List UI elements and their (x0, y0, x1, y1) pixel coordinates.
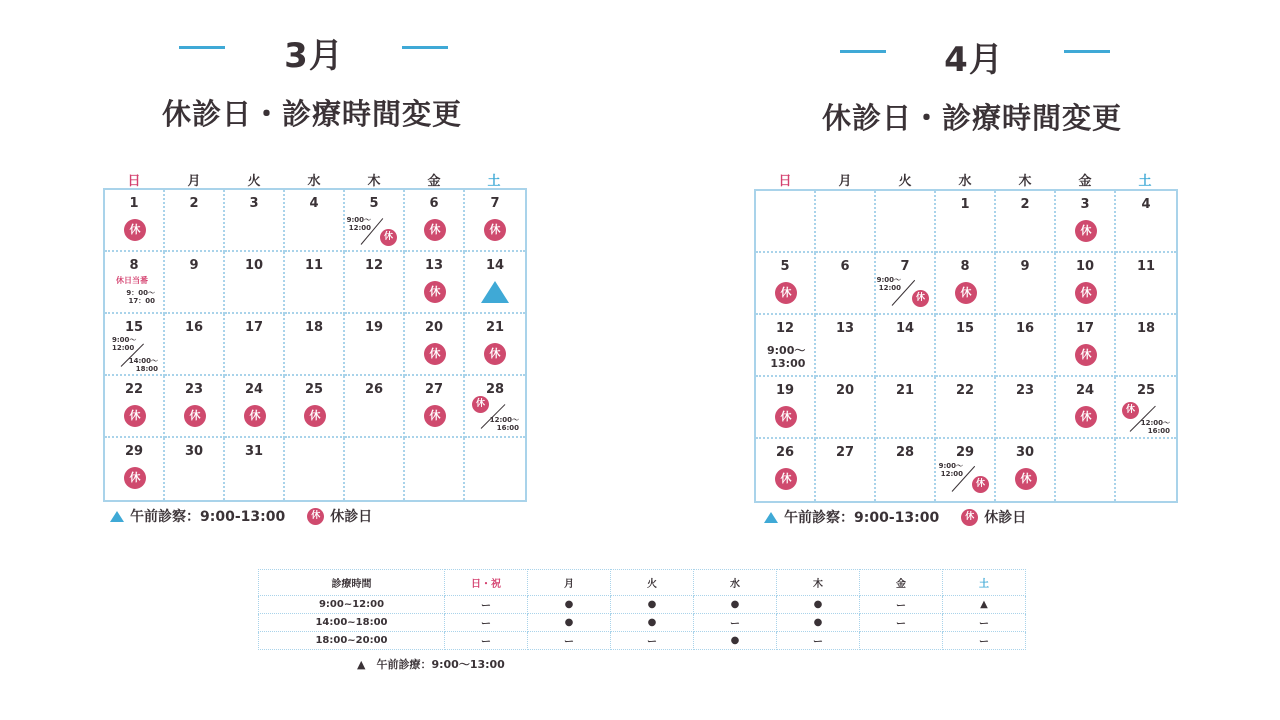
closed-day-icon: 休 (124, 219, 146, 241)
closed-day-icon: 休 (775, 468, 797, 490)
march-day-24: 24 休 (225, 376, 285, 438)
table-cell: ▲ (943, 596, 1026, 614)
time-note: 9:00〜 12:00 (346, 216, 371, 232)
march-subtitle: 休診日・診療時間変更 (161, 97, 462, 131)
closed-day-icon: 休 (972, 476, 989, 493)
header-tue: 火 (611, 570, 694, 596)
table-cell: ● (528, 614, 611, 632)
closed-day-icon: 休 (1015, 468, 1037, 490)
march-legend (110, 506, 372, 526)
march-empty-cell (405, 438, 465, 500)
time-note: 9:00〜 12:00 (876, 276, 901, 292)
april-day-24: 24 休 (1056, 377, 1116, 439)
april-day-14: 14 (876, 315, 936, 377)
table-cell (860, 632, 943, 650)
march-day-2: 2 (165, 190, 225, 252)
morning-only-triangle-icon (481, 281, 509, 303)
march-title-dash-right (402, 46, 448, 49)
weekday-fri: 金 (427, 174, 441, 189)
header-thu: 木 (777, 570, 860, 596)
march-day-13: 13 休 (405, 252, 465, 314)
april-day-23: 23 (996, 377, 1056, 439)
closed-day-icon: 休 (484, 219, 506, 241)
closed-day-icon: 休 (424, 281, 446, 303)
april-day-9: 9 (996, 253, 1056, 315)
header-fri: 金 (860, 570, 943, 596)
april-day-2: 2 (996, 191, 1056, 253)
closed-day-icon: 休 (424, 219, 446, 241)
table-header-row (259, 570, 1026, 596)
march-day-19: 19 (345, 314, 405, 376)
march-day-29: 29 休 (105, 438, 165, 500)
morning-only-triangle-icon (764, 512, 778, 523)
march-day-31: 31 (225, 438, 285, 500)
header-sun-holiday: 日・祝 (445, 570, 528, 596)
march-empty-cell (465, 438, 525, 500)
time-note: 9：00〜 17：00 (126, 289, 155, 305)
closed-day-icon: 休 (1075, 344, 1097, 366)
table-cell: ー (943, 614, 1026, 632)
closed-day-icon: 休 (484, 343, 506, 365)
march-day-18: 18 (285, 314, 345, 376)
table-cell: ー (694, 614, 777, 632)
march-day-6: 6 休 (405, 190, 465, 252)
header-wed: 水 (694, 570, 777, 596)
legend-closed-label: 休診日 (330, 509, 373, 525)
april-day-11: 11 (1116, 253, 1176, 315)
april-day-12: 12 9:00〜 13:00 (756, 315, 816, 377)
march-empty-cell (345, 438, 405, 500)
april-weekday-header (755, 170, 1175, 189)
table-cell: ー (860, 596, 943, 614)
march-title-dash-left (179, 46, 225, 49)
march-day-7: 7 休 (465, 190, 525, 252)
march-day-9: 9 (165, 252, 225, 314)
april-empty-cell (1116, 439, 1176, 501)
april-empty-cell (876, 191, 936, 253)
weekday-thu: 木 (367, 174, 381, 189)
time-note: 12:00〜 16:00 (1140, 419, 1170, 435)
april-subtitle: 休診日・診療時間変更 (821, 101, 1122, 135)
april-day-4: 4 (1116, 191, 1176, 253)
april-day-20: 20 (816, 377, 876, 439)
time-note: 9:00〜 12:00 (112, 336, 137, 352)
closed-day-icon: 休 (775, 406, 797, 428)
march-day-20: 20 休 (405, 314, 465, 376)
march-day-23: 23 休 (165, 376, 225, 438)
april-day-18: 18 (1116, 315, 1176, 377)
closed-day-icon: 休 (124, 405, 146, 427)
april-day-19: 19 休 (756, 377, 816, 439)
weekday-tue: 火 (247, 174, 261, 189)
march-day-30: 30 (165, 438, 225, 500)
table-row (259, 632, 1026, 650)
april-day-26: 26 休 (756, 439, 816, 501)
closed-day-icon: 休 (244, 405, 266, 427)
table-cell: ー (445, 596, 528, 614)
table-cell: 18:00~20:00 (259, 632, 445, 650)
march-weekday-header (104, 170, 524, 189)
april-day-30: 30 休 (996, 439, 1056, 501)
march-day-27: 27 休 (405, 376, 465, 438)
table-cell: ● (694, 596, 777, 614)
closed-day-icon: 休 (955, 282, 977, 304)
table-cell: ー (611, 632, 694, 650)
march-day-15: 15 9:00〜 12:00 14:00〜 18:00 (105, 314, 165, 376)
weekday-wed: 水 (958, 174, 972, 189)
march-day-26: 26 (345, 376, 405, 438)
header-hours: 診療時間 (259, 570, 445, 596)
weekday-mon: 月 (187, 174, 201, 189)
april-day-5: 5 休 (756, 253, 816, 315)
march-day-22: 22 休 (105, 376, 165, 438)
april-day-25: 25 休 12:00〜 16:00 (1116, 377, 1176, 439)
april-day-27: 27 (816, 439, 876, 501)
april-month-title: 4月 (944, 40, 1004, 80)
closed-day-icon: 休 (424, 343, 446, 365)
april-empty-cell (756, 191, 816, 253)
closed-day-icon: 休 (1122, 402, 1139, 419)
april-calendar-grid (754, 189, 1178, 503)
march-day-11: 11 (285, 252, 345, 314)
table-cell: ー (528, 632, 611, 650)
march-day-16: 16 (165, 314, 225, 376)
april-day-1: 1 (936, 191, 996, 253)
weekday-thu: 木 (1018, 174, 1032, 189)
table-cell: ー (445, 614, 528, 632)
closed-day-icon: 休 (1075, 220, 1097, 242)
april-empty-cell (816, 191, 876, 253)
table-row (259, 596, 1026, 614)
closed-day-icon: 休 (1075, 282, 1097, 304)
table-cell: ー (943, 632, 1026, 650)
weekday-sat: 土 (487, 174, 501, 189)
weekday-fri: 金 (1078, 174, 1092, 189)
march-day-5: 5 9:00〜 12:00 休 (345, 190, 405, 252)
april-title-dash-right (1064, 50, 1110, 53)
closed-day-icon: 休 (304, 405, 326, 427)
april-day-10: 10 休 (1056, 253, 1116, 315)
april-day-16: 16 (996, 315, 1056, 377)
closed-day-icon: 休 (424, 405, 446, 427)
weekday-sun: 日 (127, 174, 141, 189)
weekday-mon: 月 (838, 174, 852, 189)
closed-day-icon: 休 (380, 229, 397, 246)
holiday-duty-note: 休日当番 (116, 276, 148, 285)
table-cell: 9:00~12:00 (259, 596, 445, 614)
header-mon: 月 (528, 570, 611, 596)
closed-day-icon: 休 (472, 396, 489, 413)
closed-day-icon: 休 (124, 467, 146, 489)
closed-day-icon: 休 (912, 290, 929, 307)
closed-day-icon: 休 (307, 508, 324, 525)
table-cell: ● (694, 632, 777, 650)
weekday-sat: 土 (1138, 174, 1152, 189)
legend-morning-label: 午前診察：9:00-13:00 (130, 509, 286, 525)
april-day-7: 7 9:00〜 12:00 休 (876, 253, 936, 315)
march-day-8: 8 休日当番 9：00〜 17：00 (105, 252, 165, 314)
consultation-hours-table (258, 569, 1026, 650)
march-day-21: 21 休 (465, 314, 525, 376)
april-day-21: 21 (876, 377, 936, 439)
april-day-13: 13 (816, 315, 876, 377)
april-day-6: 6 (816, 253, 876, 315)
closed-day-icon: 休 (961, 509, 978, 526)
closed-day-icon: 休 (775, 282, 797, 304)
table-cell: ● (777, 596, 860, 614)
april-day-17: 17 休 (1056, 315, 1116, 377)
time-note: 12:00〜 16:00 (489, 416, 519, 432)
table-cell: ● (611, 596, 694, 614)
table-footnote: ▲ 午前診療：9:00〜13:00 (357, 658, 505, 671)
april-title-dash-left (840, 50, 886, 53)
table-cell: ● (528, 596, 611, 614)
table-cell: ー (777, 632, 860, 650)
march-month-title: 3月 (284, 36, 344, 76)
table-row (259, 614, 1026, 632)
header-sat: 土 (943, 570, 1026, 596)
april-day-8: 8 休 (936, 253, 996, 315)
march-day-10: 10 (225, 252, 285, 314)
april-day-3: 3 休 (1056, 191, 1116, 253)
march-day-17: 17 (225, 314, 285, 376)
weekday-tue: 火 (898, 174, 912, 189)
table-cell: ー (445, 632, 528, 650)
weekday-sun: 日 (778, 174, 792, 189)
weekday-wed: 水 (307, 174, 321, 189)
april-empty-cell (1056, 439, 1116, 501)
legend-morning-label: 午前診察：9:00-13:00 (784, 510, 940, 526)
table-cell: 14:00~18:00 (259, 614, 445, 632)
time-note: 14:00〜 18:00 (128, 357, 158, 373)
march-empty-cell (285, 438, 345, 500)
march-calendar-grid (103, 188, 527, 502)
march-day-1: 1 休 (105, 190, 165, 252)
march-day-14: 14 (465, 252, 525, 314)
march-day-25: 25 休 (285, 376, 345, 438)
march-day-3: 3 (225, 190, 285, 252)
table-cell: ー (860, 614, 943, 632)
closed-day-icon: 休 (1075, 406, 1097, 428)
march-day-4: 4 (285, 190, 345, 252)
time-note: 9:00〜 12:00 (938, 462, 963, 478)
morning-only-triangle-icon (110, 511, 124, 522)
april-day-22: 22 (936, 377, 996, 439)
table-cell: ● (777, 614, 860, 632)
closed-day-icon: 休 (184, 405, 206, 427)
april-day-28: 28 (876, 439, 936, 501)
april-day-15: 15 (936, 315, 996, 377)
april-day-29: 29 9:00〜 12:00 休 (936, 439, 996, 501)
time-note: 9:00〜 13:00 (767, 344, 806, 370)
april-legend (764, 507, 1026, 527)
table-cell: ● (611, 614, 694, 632)
march-day-12: 12 (345, 252, 405, 314)
legend-closed-label: 休診日 (984, 510, 1027, 526)
march-day-28: 28 休 12:00〜 16:00 (465, 376, 525, 438)
